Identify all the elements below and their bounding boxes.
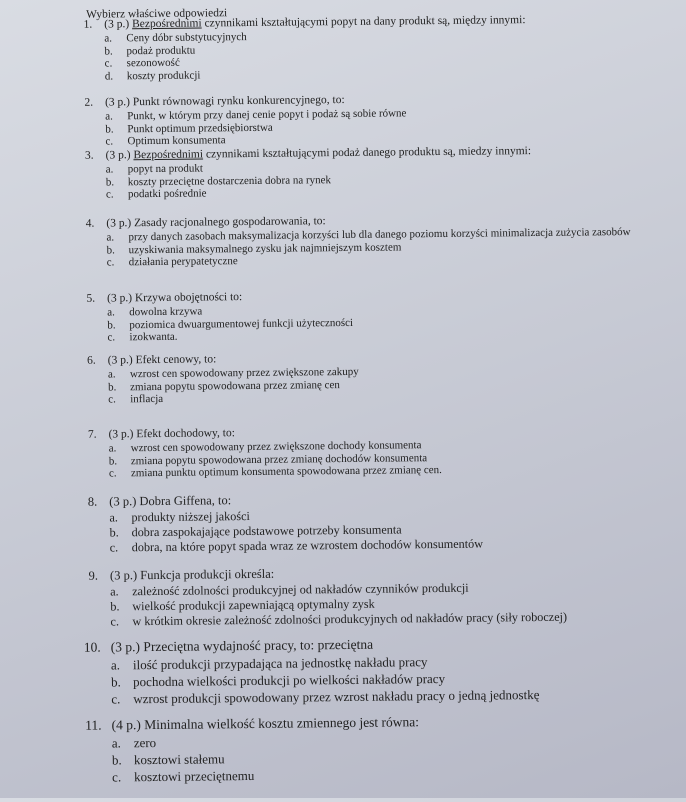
option-label: a. [108, 442, 117, 455]
question-number: 4. [85, 217, 95, 230]
option-text: Punkt, w którym przy danej cenie popyt i podaż są sobie równe [127, 107, 407, 123]
option-text: podaż produktu [126, 44, 196, 57]
option-text: inflacja [130, 392, 164, 406]
option-text: wzrost cen spowodowany przez zwiększone dochody konsumenta [130, 439, 422, 455]
question-text [110, 567, 274, 584]
option-text: przy danych zasobach maksymalizacja korzyści lub dla danego poziomu korzyści minimalizacja zużycia zasobów [128, 226, 631, 244]
option-label: a. [107, 368, 116, 381]
question-body: Przeciętna wydajność pracy, to: przeciętna [143, 636, 374, 655]
question-10 [7, 633, 686, 709]
question-5 [3, 286, 686, 345]
option-label: c. [107, 331, 116, 344]
question-points: (3 p.) [104, 96, 131, 109]
question-points: (3 p.) [109, 568, 138, 583]
question-body: Zasady racjonalnego gospodarowania, to: [134, 215, 326, 230]
option-label: c. [104, 57, 113, 70]
question-text [105, 94, 345, 109]
option-text: kosztowi przeciętnemu [134, 767, 255, 785]
question-number: 6. [87, 354, 96, 367]
option-label: a. [109, 510, 118, 525]
question-text [111, 637, 373, 656]
option-label: d. [104, 69, 114, 82]
question-2 [1, 90, 686, 149]
question-points: (3 p.) [105, 149, 131, 162]
question-number: 8. [87, 494, 98, 509]
option-text: zmiana popytu spowodowana przez zmianę dochodów konsumenta [130, 451, 428, 467]
option-label: c. [108, 393, 116, 406]
question-text [112, 714, 420, 733]
instruction-heading: Wybierz właściwe odpowiedzi [86, 7, 228, 21]
option-label: a. [104, 32, 113, 45]
question-number: 9. [88, 568, 99, 583]
question-text [107, 291, 242, 304]
option-label: c. [105, 188, 114, 201]
question-3 [2, 143, 686, 202]
option-text: popyt na produkt [127, 162, 203, 176]
question-number: 7. [87, 428, 97, 441]
option-label: b. [107, 318, 116, 331]
option-label: b. [108, 454, 118, 467]
question-body: czynnikami kształtującymi podaż danego produktu są, miedzy innymi: [202, 145, 532, 161]
question-points: (3 p.) [106, 217, 132, 230]
option-text: kosztowi stałemu [133, 751, 225, 768]
question-6 [4, 348, 686, 407]
option-text: Optimum konsumenta [127, 134, 226, 148]
option-label: b. [105, 122, 114, 135]
question-body: Funkcja produkcji określa: [140, 566, 275, 583]
question-emphasis: Bezpośrednimi [131, 17, 202, 31]
option-text: wielkość produkcji zapewniającą optymalny zysk [132, 596, 375, 614]
question-text [108, 427, 235, 440]
question-points: (3 p.) [110, 639, 141, 655]
question-7 [4, 422, 686, 481]
question-text [106, 215, 326, 229]
question-points: (4 p.) [111, 717, 141, 733]
option-label: a. [106, 231, 115, 244]
option-text: koszty przeciętne dostarczenia dobra na rynek [127, 173, 332, 188]
question-body: Punkt równowagi rynku konkurencyjnego, to: [132, 93, 345, 109]
option-text: Ceny dóbr substytucyjnych [126, 31, 247, 45]
option-text: podatki pośrednie [127, 187, 207, 201]
option-label: c. [112, 769, 122, 785]
question-number: 5. [86, 292, 96, 305]
question-4 [2, 211, 686, 270]
option-label: b. [107, 380, 117, 393]
option-text: dobra zaspokajające podstawowe potrzeby konsumenta [131, 522, 402, 540]
question-number: 2. [84, 96, 94, 109]
option-label: b. [104, 44, 113, 57]
option-text: zależność zdolności produkcyjnej od nakładów czynników produkcji [132, 580, 469, 599]
option-label: a. [105, 110, 113, 123]
option-label: a. [110, 657, 121, 673]
question-number: 11. [85, 717, 102, 733]
option-text: produkty niższej jakości [131, 509, 250, 525]
option-label: b. [111, 674, 121, 690]
option-label: b. [109, 525, 119, 540]
option-text: sezonowość [126, 56, 180, 70]
option-text: pochodna wielkości produkcji po wielkości nakładów pracy [133, 670, 446, 690]
option-label: c. [110, 614, 120, 629]
question-text [108, 353, 217, 366]
option-text: zero [133, 734, 157, 751]
option-text: zmiana punktu optimum konsumenta spowodowana przez zmianę cen. [130, 463, 442, 480]
option-text: wzrost produkcji spowodowany przez wzrost nakładu pracy o jedną jednostkę [133, 686, 540, 707]
option-text: uzyskiwania maksymalnego zysku jak najmniejszym kosztem [128, 240, 402, 256]
option-label: b. [105, 175, 115, 188]
option-label: c. [108, 467, 117, 480]
question-body: Efekt dochodowy, to: [136, 427, 235, 441]
option-text: w krótkim okresie zależność zdolności produkcyjnych od nakładów pracy (siły roboczej) [132, 609, 568, 629]
question-number: 1. [83, 18, 93, 31]
question-1 [0, 12, 686, 83]
question-11 [8, 711, 686, 787]
option-label: a. [111, 735, 121, 751]
option-text: izokwanta. [129, 330, 178, 344]
option-label: a. [105, 163, 114, 176]
option-label: b. [106, 243, 115, 256]
question-body: Minimalna wielkość kosztu zmiennego jest równa: [144, 714, 420, 733]
question-number: 10. [83, 639, 101, 655]
option-text: Punkt optimum przedsiębiorstwa [127, 121, 273, 135]
option-label: c. [111, 691, 121, 707]
option-label: b. [110, 599, 120, 614]
question-points: (3 p.) [109, 494, 137, 509]
option-text: poziomica dwuargumentowej funkcji użyteczności [129, 316, 354, 331]
option-text: ilość produkcji przypadająca na jednostkę nakładu pracy [132, 654, 428, 673]
option-text: wzrost cen spowodowany przez zwiększone zakupy [129, 365, 359, 381]
option-text: zmiana popytu spowodowana przez zmianę cen [129, 378, 340, 393]
option-label: a. [110, 584, 119, 599]
option-text: dobra, na które popyt spada wraz ze wzrostem dochodów konsumentów [131, 536, 484, 555]
question-body: Efekt cenowy, to: [135, 353, 217, 367]
option-label: c. [105, 135, 114, 148]
question-body: Krzywa obojętności to: [134, 291, 243, 305]
question-number: 3. [84, 149, 94, 162]
question-emphasis: Bezpośrednimi [133, 148, 204, 162]
question-points: (3 p.) [108, 428, 134, 441]
question-body: czynnikami kształtującymi popyt na dany produkt są, między innymi: [201, 14, 526, 30]
option-text: działania perypatetyczne [128, 255, 238, 269]
question-points: (3 p.) [104, 18, 130, 31]
question-8 [5, 488, 686, 556]
option-text: koszty produkcji [126, 68, 201, 82]
question-points: (3 p.) [107, 354, 133, 367]
question-body: Dobra Giffena, to: [139, 493, 232, 509]
option-label: b. [111, 752, 122, 768]
option-label: c. [109, 540, 119, 555]
option-label: a. [107, 306, 115, 319]
question-text [109, 493, 231, 509]
question-points: (3 p.) [107, 292, 133, 305]
question-9 [6, 562, 686, 630]
option-label: c. [106, 256, 115, 269]
option-text: dowolna krzywa [129, 305, 203, 319]
